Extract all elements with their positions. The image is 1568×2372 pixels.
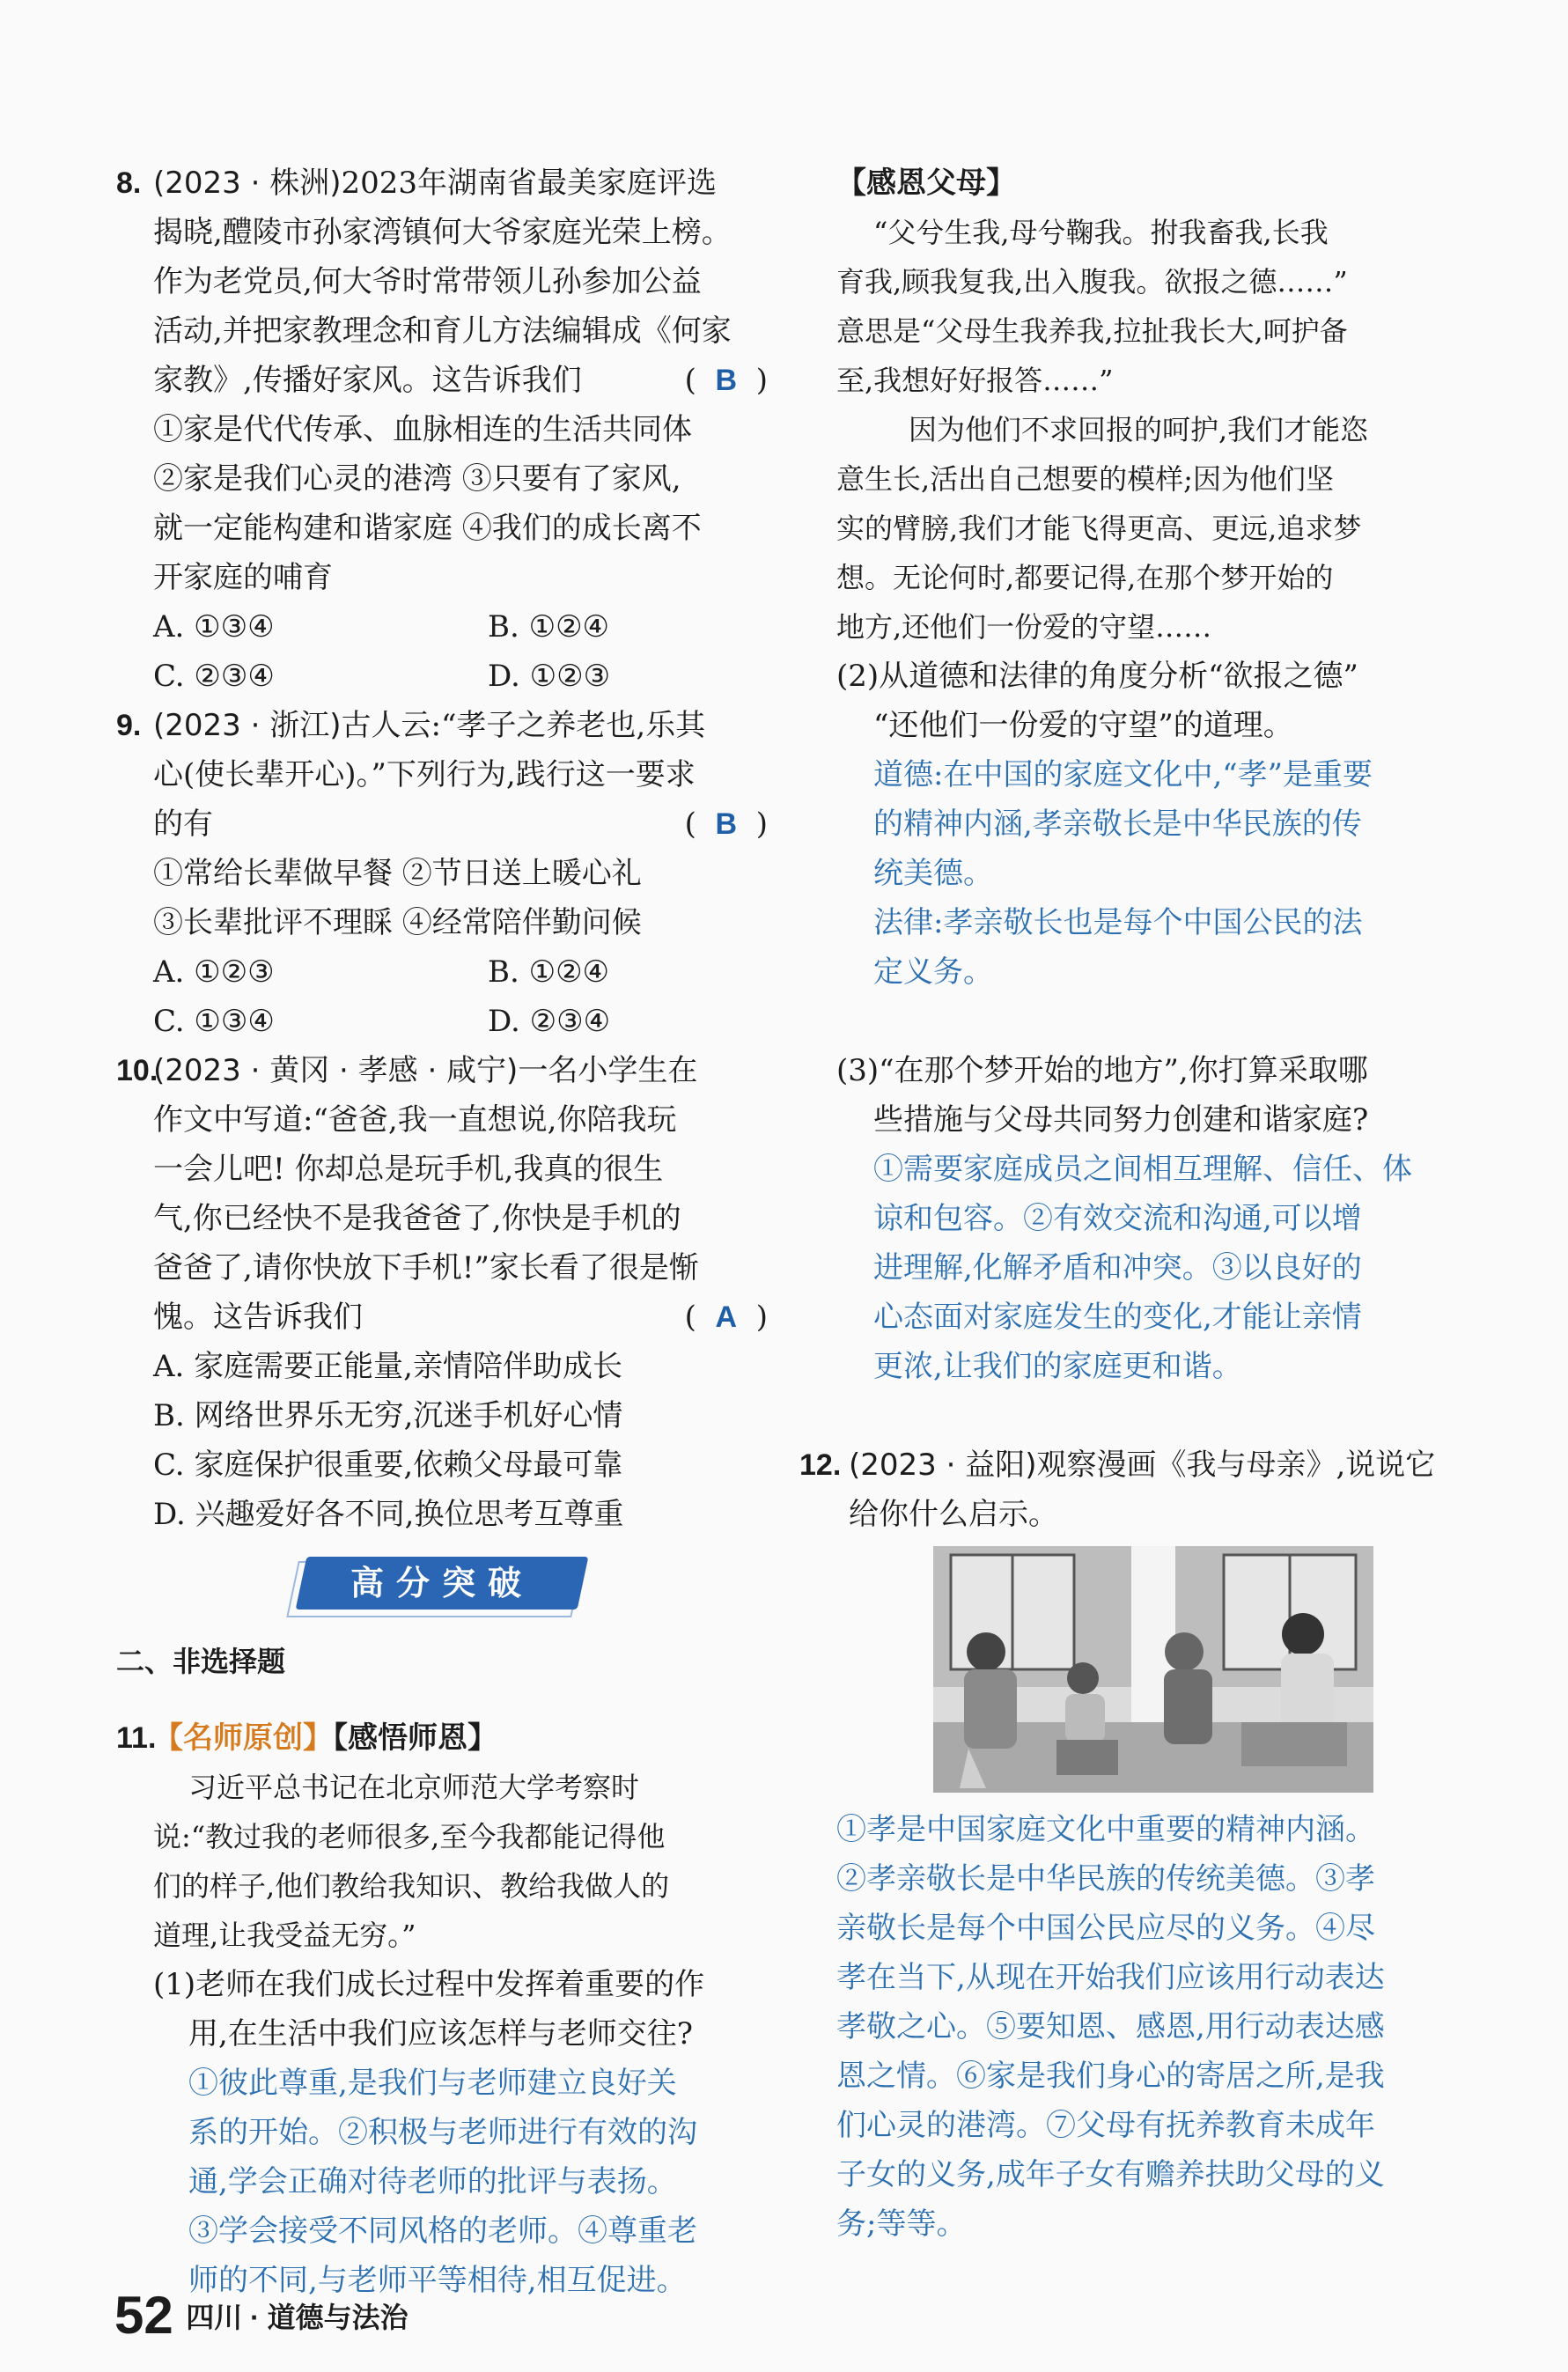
statement-item: ③长辈批评不理睬 ④经常陪伴勤问候 — [153, 905, 642, 940]
reading-text: 道理,让我受益无穷。” — [153, 1919, 416, 1952]
answer-text: 恩之情。⑥家是我们身心的寄居之所,是我 — [836, 2059, 1385, 2094]
question-text: 给你什么启示。 — [849, 1497, 1058, 1532]
answer-text: 道德:在中国的家庭文化中,“孝”是重要 — [873, 757, 1373, 792]
reading-text: 习近平总书记在北京师范大学考察时 — [188, 1771, 640, 1804]
question-text: 作文中写道:“爸爸,我一直想说,你陪我玩 — [153, 1102, 677, 1138]
question-text: 一名小学生在 — [518, 1053, 698, 1088]
answer-text: 法律:孝亲敬长也是每个中国公民的法 — [873, 905, 1363, 940]
question-text: 作为老党员,何大爷时常带领儿孙参加公益 — [153, 264, 702, 299]
statement-item: ①常给长辈做早餐 ②节日送上暖心礼 — [153, 856, 642, 891]
answer-text: 通,学会正确对待老师的批评与表扬。 — [188, 2164, 677, 2199]
reading-text: 地方,还他们一份爱的守望…… — [836, 610, 1212, 644]
sub-question: 些措施与父母共同努力创建和谐家庭? — [873, 1102, 1369, 1138]
answer-text: 系的开始。②积极与老师进行有效的沟 — [188, 2115, 697, 2150]
section-heading: 二、非选择题 — [116, 1645, 286, 1678]
question-9 — [116, 701, 768, 849]
answer-text: ①孝是中国家庭文化中重要的精神内涵。 — [836, 1812, 1375, 1847]
answer-text: ①需要家庭成员之间相互理解、信任、体 — [873, 1152, 1412, 1187]
question-text: 的有 — [153, 807, 213, 842]
question-text: 气,你已经快不是我爸爸了,你快是手机的 — [153, 1201, 681, 1236]
answer: B — [715, 364, 738, 397]
page-number: 52 — [114, 2286, 173, 2345]
option-a: A. ①②③ — [153, 954, 275, 990]
question-text: 愧。这告诉我们 — [153, 1300, 363, 1335]
answer-text: 亲敬长是每个中国公民应尽的义务。④尽 — [836, 1911, 1375, 1946]
answer-text: 进理解,化解矛盾和冲突。③以良好的 — [873, 1250, 1362, 1285]
answer-text: 师的不同,与老师平等相待,相互促进。 — [188, 2263, 687, 2298]
reading-text: 育我,顾我复我,出入腹我。欲报之德……” — [836, 265, 1348, 298]
reading-text: 们的样子,他们教给我知识、教给我做人的 — [153, 1869, 670, 1903]
question-text: 活动,并把家教理念和育儿方法编辑成《何家 — [153, 313, 732, 349]
question-12 — [799, 1440, 1453, 1539]
tag-topic: 【感恩父母】 — [836, 166, 1016, 201]
option-b: B. 网络世界乐无穷,沉迷手机好心情 — [153, 1398, 623, 1433]
options-grid — [116, 947, 768, 1046]
reading-text: “父兮生我,母兮鞠我。拊我畜我,长我 — [873, 216, 1329, 249]
question-8 — [116, 158, 768, 405]
left-column — [116, 158, 768, 2305]
question-text: 2023年湖南省最美家庭评选 — [341, 166, 718, 201]
reading-text: 意生长,活出自己想要的模样;因为他们坚 — [836, 462, 1334, 496]
statement-item: 就一定能构建和谐家庭 ④我们的成长离不 — [153, 511, 702, 546]
answer-text: 孝在当下,从现在开始我们应该用行动表达 — [836, 1960, 1385, 1995]
tag-original: 【名师原创】 — [153, 1720, 333, 1756]
answer-bracket: ( B ) — [684, 363, 768, 398]
sub-question: “还他们一份爱的守望”的道理。 — [873, 708, 1293, 743]
footer-text: 四川 · 道德与法治 — [186, 2302, 409, 2333]
reading-text: 想。无论何时,都要记得,在那个梦开始的 — [836, 561, 1334, 594]
answer-text: 定义务。 — [873, 954, 993, 990]
question-number: 11. — [116, 1721, 157, 1755]
option-b: B. ①②④ — [488, 609, 610, 645]
question-source: (2023 · 益阳) — [849, 1448, 1037, 1483]
reading-text: 实的臂膀,我们才能飞得更高、更远,追求梦 — [836, 512, 1362, 545]
sub-question: 用,在生活中我们应该怎样与老师交往? — [188, 2016, 694, 2052]
question-text: 观察漫画《我与母亲》,说说它 — [1036, 1448, 1436, 1483]
section-banner — [301, 1557, 583, 1610]
banner-title: 高分突破 — [350, 1564, 534, 1602]
answer-text: 们心灵的港湾。⑦父母有抚养教育未成年 — [836, 2108, 1375, 2143]
answer-bracket: ( B ) — [684, 807, 768, 842]
question-11 — [116, 1713, 768, 1763]
question-text: 揭晓,醴陵市孙家湾镇何大爷家庭光荣上榜。 — [153, 215, 732, 250]
tag-topic: 【感悟师恩】 — [333, 1720, 497, 1756]
answer-text: 子女的义务,成年子女有赡养扶助父母的义 — [836, 2157, 1385, 2192]
question-text: 古人云:“孝子之养老也,乐其 — [341, 708, 706, 743]
option-d: D. 兴趣爱好各不同,换位思考互尊重 — [153, 1497, 624, 1532]
question-10 — [116, 1046, 768, 1342]
option-b: B. ①②④ — [488, 954, 610, 990]
statement-item: 开家庭的哺育 — [153, 560, 333, 595]
answer-text: 心态面对家庭发生的变化,才能让亲情 — [873, 1300, 1362, 1335]
option-c: C. ②③④ — [153, 659, 275, 694]
option-a: A. ①③④ — [153, 609, 275, 645]
reading-text: 意思是“父母生我养我,拉扯我长大,呵护备 — [836, 314, 1348, 348]
option-c: C. 家庭保护很重要,依赖父母最可靠 — [153, 1448, 623, 1483]
reading-text: 因为他们不求回报的呵护,我们才能恣 — [909, 413, 1369, 446]
answer-text: 务;等等。 — [836, 2206, 967, 2242]
question-number: 9. — [116, 709, 142, 742]
statement-item: ②家是我们心灵的港湾 ③只要有了家风, — [153, 461, 681, 497]
page-footer — [114, 2286, 409, 2345]
reading-text: 至,我想好好报答……” — [836, 364, 1114, 397]
question-source: (2023 · 浙江) — [153, 708, 342, 743]
option-a: A. 家庭需要正能量,亲情陪伴助成长 — [153, 1349, 622, 1384]
question-number: 12. — [799, 1448, 842, 1482]
question-source: (2023 · 黄冈 · 孝感 · 咸宁) — [153, 1053, 519, 1088]
sub-question: (1)老师在我们成长过程中发挥着重要的作 — [153, 1967, 705, 2002]
options-grid — [116, 602, 768, 701]
answer-text: ②孝亲敬长是中华民族的传统美德。③孝 — [836, 1861, 1375, 1897]
answer-text: ①彼此尊重,是我们与老师建立良好关 — [188, 2066, 677, 2101]
question-text: 一会儿吧! 你却总是玩手机,我真的很生 — [153, 1152, 664, 1187]
answer-bracket: ( A ) — [684, 1300, 768, 1335]
sub-question: (2)从道德和法律的角度分析“欲报之德” — [836, 659, 1358, 694]
answer: B — [715, 807, 738, 841]
sub-question: (3)“在那个梦开始的地方”,你打算采取哪 — [836, 1053, 1368, 1088]
answer-text: 统美德。 — [873, 856, 993, 891]
question-number: 8. — [116, 166, 142, 200]
question-number: 10. — [116, 1054, 158, 1087]
option-d: D. ②③④ — [488, 1004, 611, 1039]
option-c: C. ①③④ — [153, 1004, 275, 1039]
answer-text: 的精神内涵,孝亲敬长是中华民族的传 — [873, 807, 1362, 842]
answer-text: 孝敬之心。⑤要知恩、感恩,用行动表达感 — [836, 2009, 1385, 2044]
reading-text: 说:“教过我的老师很多,至今我都能记得他 — [153, 1820, 666, 1853]
cartoon-illustration — [933, 1546, 1373, 1793]
question-source: (2023 · 株洲) — [153, 166, 342, 201]
answer: A — [715, 1300, 738, 1334]
answer-text: 更浓,让我们的家庭更和谐。 — [873, 1349, 1242, 1384]
answer-text: ③学会接受不同风格的老师。④尊重老 — [188, 2214, 697, 2249]
statement-item: ①家是代代传承、血脉相连的生活共同体 — [153, 412, 692, 447]
question-text: 爸爸了,请你快放下手机!”家长看了很是惭 — [153, 1250, 699, 1285]
question-text: 家教》,传播好家风。这告诉我们 — [153, 363, 582, 398]
right-column — [799, 158, 1453, 2249]
option-d: D. ①②③ — [488, 659, 611, 694]
question-text: 心(使长辈开心)。”下列行为,践行这一要求 — [153, 757, 696, 792]
answer-text: 谅和包容。②有效交流和沟通,可以增 — [873, 1201, 1362, 1236]
